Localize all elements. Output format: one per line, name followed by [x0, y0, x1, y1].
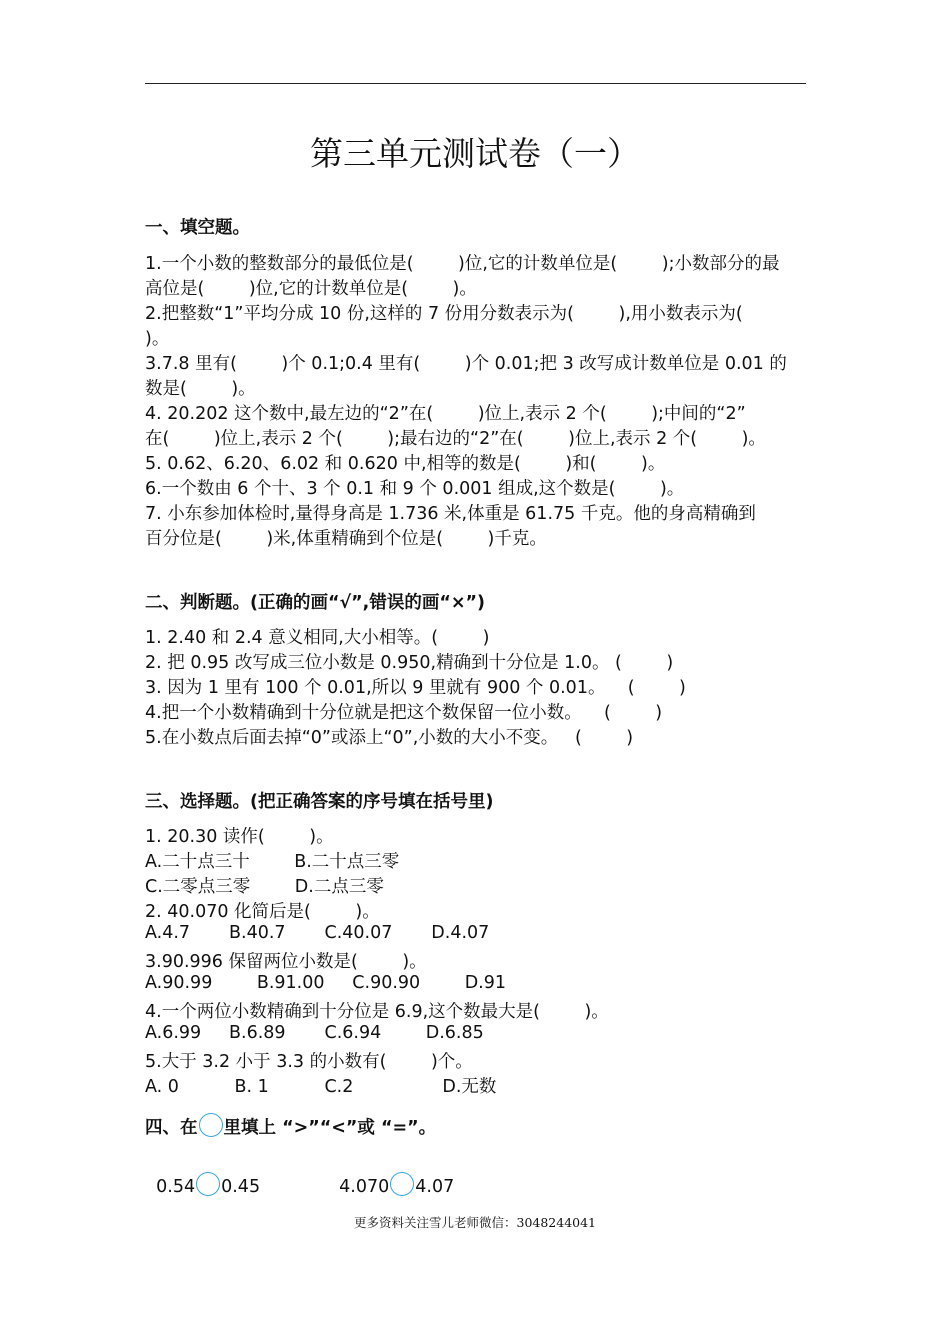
s2-line: 3. 因为 1 里有 100 个 0.01,所以 9 里就有 900 个 0.01。 ( )	[145, 678, 686, 698]
s1-line: )。	[145, 329, 170, 349]
s2-line: 1. 2.40 和 2.4 意义相同,大小相等。( )	[145, 628, 490, 648]
s1-line: 百分位是( )米,体重精确到个位是( )千克。	[145, 529, 547, 549]
section4-heading-pre: 四、在	[145, 1118, 198, 1138]
page-title: 第三单元测试卷（一）	[310, 134, 640, 173]
footer-note: 更多资料关注雪儿老师微信：3048244041	[353, 1215, 597, 1230]
s3-line: 4.一个两位小数精确到十分位是 6.9,这个数最大是( )。	[145, 1002, 609, 1022]
s1-line: 6.一个数由 6 个十、3 个 0.1 和 9 个 0.001 组成,这个数是( )。	[145, 479, 685, 499]
s1-line: 2.把整数“1”平均分成 10 份,这样的 7 份用分数表示为( ),用小数表示为(	[145, 304, 743, 324]
section1-heading: 一、填空题。	[145, 218, 250, 238]
s3-line: A.6.99 B.6.89 C.6.94 D.6.85	[145, 1023, 484, 1043]
compare-circle-icon	[199, 1113, 223, 1137]
s1-line: 4. 20.202 这个数中,最左边的“2”在( )位上,表示 2 个( );中间的“2”	[145, 404, 746, 424]
s3-line: A. 0 B. 1 C.2 D.无数	[145, 1077, 497, 1097]
s3-line: C.二零点三零 D.二点三零	[145, 877, 384, 897]
s3-line: A.90.99 B.91.00 C.90.90 D.91	[145, 973, 506, 993]
s3-line: 3.90.996 保留两位小数是( )。	[145, 952, 427, 972]
s2-line: 5.在小数点后面去掉“0”或添上“0”,小数的大小不变。 ( )	[145, 728, 634, 748]
s1-line: 5. 0.62、6.20、6.02 和 0.620 中,相等的数是( )和( )。	[145, 454, 666, 474]
section4-heading	[145, 1113, 436, 1139]
section4-heading-post: 里填上 “>”“<”或 “=”。	[223, 1118, 437, 1138]
s1-line: 3.7.8 里有( )个 0.1;0.4 里有( )个 0.01;把 3 改写成计数单位是 0.01 的	[145, 354, 787, 374]
s1-line: 高位是( )位,它的计数单位是( )。	[145, 279, 477, 299]
s1-line: 1.一个小数的整数部分的最低位是( )位,它的计数单位是( );小数部分的最	[145, 254, 780, 274]
answer-circle-1[interactable]	[196, 1172, 220, 1196]
s1-line: 7. 小东参加体检时,量得身高是 1.736 米,体重是 61.75 千克。他的身高精确到	[145, 504, 756, 524]
s3-line: A.二十点三十 B.二十点三零	[145, 852, 400, 872]
s3-line: 5.大于 3.2 小于 3.3 的小数有( )个。	[145, 1052, 473, 1072]
s3-line: 2. 40.070 化简后是( )。	[145, 902, 380, 922]
section2-heading: 二、判断题。(正确的画“√”,错误的画“×”)	[145, 593, 485, 613]
compare-left: 0.54	[156, 1177, 196, 1197]
s2-line: 4.把一个小数精确到十分位就是把这个数保留一位小数。 ( )	[145, 703, 663, 723]
section3-heading: 三、选择题。(把正确答案的序号填在括号里)	[145, 792, 494, 812]
answer-circle-2[interactable]	[390, 1172, 414, 1196]
s1-line: 在( )位上,表示 2 个( );最右边的“2”在( )位上,表示 2 个( )。	[145, 429, 766, 449]
s3-line: 1. 20.30 读作( )。	[145, 827, 334, 847]
header-rule	[145, 83, 806, 84]
compare-right: 0.45	[221, 1177, 261, 1197]
s3-line: A.4.7 B.40.7 C.40.07 D.4.07	[145, 923, 490, 943]
compare-left: 4.070	[339, 1177, 390, 1197]
s2-line: 2. 把 0.95 改写成三位小数是 0.950,精确到十分位是 1.0。 ( )	[145, 653, 674, 673]
compare-right: 4.07	[415, 1177, 455, 1197]
compare-item-2	[328, 1152, 454, 1197]
compare-item-1	[145, 1152, 260, 1197]
s1-line: 数是( )。	[145, 379, 256, 399]
